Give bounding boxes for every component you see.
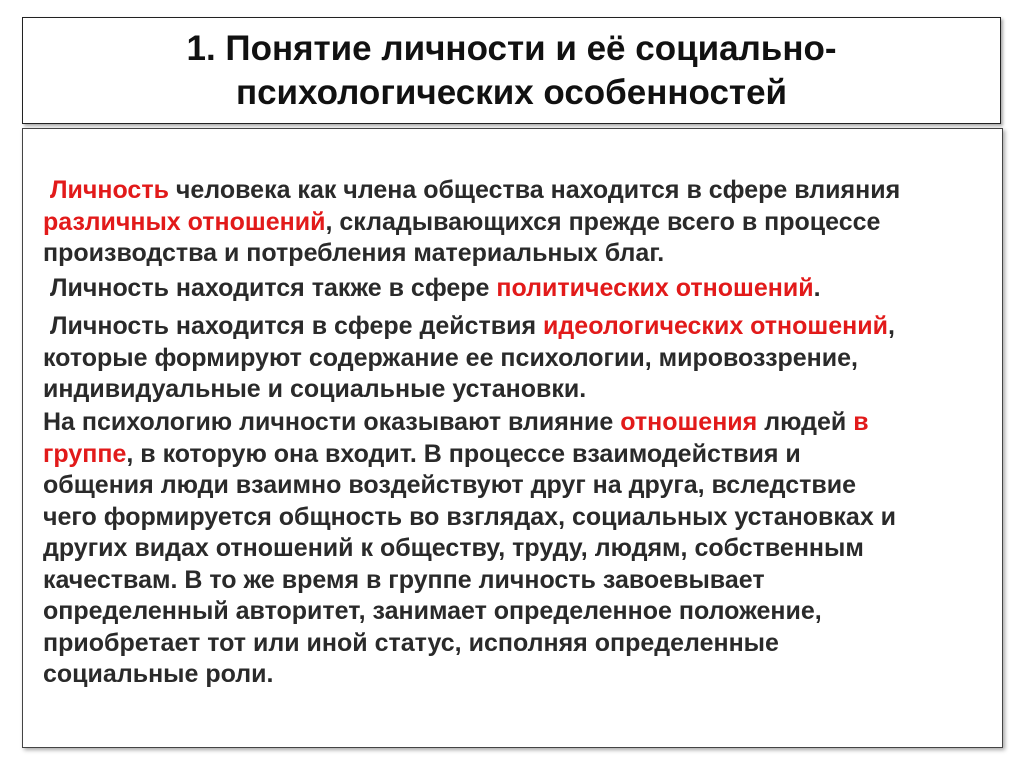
paragraph-4-line-7: определенный авторитет, занимает определенное положение, (43, 597, 822, 625)
title-box (22, 17, 1001, 124)
text-segment: , складывающихся прежде всего в процессе (325, 207, 881, 236)
text-segment: человека как члена общества находится в сфере влияния (168, 176, 901, 204)
highlight-gruppe: группе (43, 439, 127, 468)
paragraph-1-line-2 (43, 207, 983, 239)
paragraph-4 (43, 407, 983, 691)
highlight-razlichnyh-otnosheniy: различных отношений (43, 207, 326, 236)
text-segment: . (813, 274, 821, 302)
paragraph-4-line-6: качествам. В то же время в группе личность завоевывает (43, 565, 765, 594)
paragraph-4-line-3: общения люди взаимно воздействуют друг на друга, вследствие (43, 471, 856, 499)
title-line-2: психологических особенностей (235, 72, 788, 112)
paragraph-3-line-1 (43, 311, 983, 343)
paragraph-4-line-5: других видах отношений к обществу, труду, людям, собственным (43, 534, 864, 562)
highlight-lichnost: Личность (49, 176, 169, 204)
paragraph-4-line-4: чего формируется общность во взглядах, социальных установках и (43, 502, 897, 531)
text-segment: , в которую она входит. В процессе взаимодействия и (126, 439, 801, 468)
paragraph-1 (43, 175, 983, 270)
text-segment: людей (757, 408, 854, 436)
paragraph-4-line-1 (43, 407, 983, 439)
paragraph-3-line-3: индивидуальные и социальные установки. (43, 375, 587, 403)
paragraph-1-line-1 (43, 175, 983, 207)
paragraph-4-line-9: социальные роли. (43, 660, 274, 688)
highlight-v: в (853, 408, 869, 436)
title-line-1: 1. Понятие личности и её социально- (186, 28, 837, 68)
content-box (22, 128, 1003, 748)
paragraph-1-line-3: производства и потребления материальных благ. (43, 239, 665, 267)
paragraph-2-line-1 (43, 273, 983, 305)
paragraph-4-line-2 (43, 439, 983, 471)
paragraph-3-line-2: которые формируют содержание ее психологии, мировоззрение, (43, 343, 859, 372)
text-segment: Личность находится также в сфере (49, 274, 497, 302)
paragraph-2 (43, 273, 983, 305)
paragraph-4-line-8: приобретает тот или иной статус, исполняя определенные (43, 628, 779, 657)
text-segment: Личность находится в сфере действия (49, 312, 544, 340)
paragraph-3 (43, 311, 983, 406)
highlight-politicheskih-otnosheniy: политических отношений (496, 274, 814, 302)
text-segment: , (888, 312, 895, 340)
highlight-ideologicheskih-otnosheniy: идеологических отношений (543, 312, 889, 340)
highlight-otnosheniya: отношения (620, 408, 758, 436)
text-segment: На психологию личности оказывают влияние (43, 408, 621, 436)
